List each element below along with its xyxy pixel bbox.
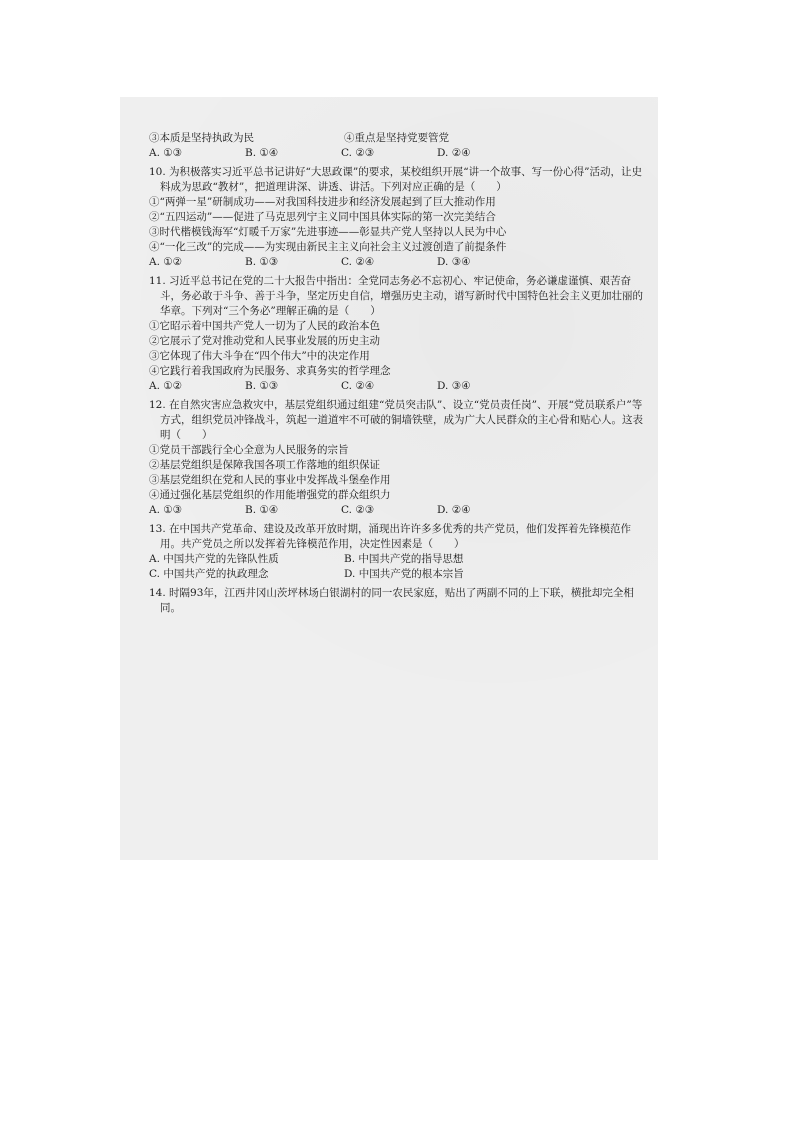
q11-statement: ②它展示了党对推动党和人民事业发展的历史主动: [149, 335, 380, 347]
q12-statement: ③基层党组织在党和人民的事业中发挥战斗堡垒作用: [149, 474, 391, 486]
q10-stem: 10. 为积极落实习近平总书记讲好“大思政课”的要求，某校组织开展“讲一个故事、写一份心得”活动，让史料成为思政“教材”，把道理讲深、讲透、讲活。下列对应正确的是（ ）: [149, 166, 643, 193]
q12-statement: ①党员干部践行全心全意为人民服务的宗旨: [149, 444, 349, 456]
q13-option-a: A. 中国共产党的先锋队性质: [149, 553, 279, 565]
q10-option-b: B. ①③: [245, 256, 279, 268]
q9-statement-row: [149, 131, 649, 146]
q9-options: [149, 146, 649, 161]
q13-option-d: D. 中国共产党的根本宗旨: [344, 568, 464, 580]
q9-option-d: D. ②④: [437, 147, 471, 159]
q12-statement: ②基层党组织是保障我国各项工作落地的组织保证: [149, 459, 380, 471]
q10-option-a: A. ①②: [149, 256, 183, 268]
q12-option-c: C. ②③: [341, 504, 375, 516]
q10-statement: ④“一化三改”的完成——为实现由新民主主义向社会主义过渡创造了前提条件: [149, 241, 507, 253]
q10-option-c: C. ②④: [341, 256, 375, 268]
q11-statement: ④它践行着我国政府为民服务、求真务实的哲学理念: [149, 365, 391, 377]
q10-option-d: D. ③④: [437, 256, 471, 268]
q12-statement: ④通过强化基层党组织的作用能增强党的群众组织力: [149, 489, 391, 501]
q9-option-c: C. ②③: [341, 147, 375, 159]
q10-options: [149, 255, 649, 270]
q12-option-d: D. ②④: [437, 504, 471, 516]
q14-stem: 14. 时隔93年，江西井冈山茨坪林场白银湖村的同一农民家庭，贴出了两副不同的上下联，横批却完全相同。: [149, 587, 634, 614]
q11-option-c: C. ②④: [341, 380, 375, 392]
exam-content: [149, 131, 649, 616]
q11-options: [149, 379, 649, 394]
q9-option-a: A. ①③: [149, 147, 183, 159]
q11-option-b: B. ①③: [245, 380, 279, 392]
q10-statement: ①“两弹一星”研制成功——对我国科技进步和经济发展起到了巨大推动作用: [149, 196, 496, 208]
q11-statement: ③它体现了伟大斗争在“四个伟大”中的决定作用: [149, 350, 370, 362]
q9-statement-4: ④重点是坚持党要管党: [344, 132, 449, 144]
q11-statement: ①它昭示着中国共产党人一切为了人民的政治本色: [149, 320, 380, 332]
q11-option-d: D. ③④: [437, 380, 471, 392]
q11-option-a: A. ①②: [149, 380, 183, 392]
q13-stem: 13. 在中国共产党革命、建设及改革开放时期，涌现出许许多多优秀的共产党员，他们发挥着先锋模范作用。共产党员之所以发挥着先锋模范作用，决定性因素是（ ）: [149, 523, 632, 550]
q11-stem: 11. 习近平总书记在党的二十大报告中指出：全党同志务必不忘初心、牢记使命，务必谦虚谨慎、艰苦奋斗，务必敢于斗争、善于斗争，坚定历史自信，增强历史主动，谱写新时代中国特色社会主义更加壮丽的华章。下列对“三个务必”理解正确的是（ ）: [149, 275, 643, 317]
q13-option-b: B. 中国共产党的指导思想: [344, 553, 464, 565]
q13-options-row1: [149, 552, 649, 567]
q12-option-b: B. ①④: [245, 504, 279, 516]
q13-options-row2: [149, 567, 649, 582]
q12-option-a: A. ①③: [149, 504, 183, 516]
q10-statement: ②“五四运动”——促进了马克思列宁主义同中国具体实际的第一次完美结合: [149, 211, 496, 223]
q13-option-c: C. 中国共产党的执政理念: [149, 568, 269, 580]
q12-stem: 12. 在自然灾害应急救灾中，基层党组织通过组建“党员突击队”、设立“党员责任岗”、开展“党员联系户”等方式，组织党员冲锋战斗，筑起一道道牢不可破的铜墙铁壁，成为广大人民群众的主心骨和贴心人。这表明（ ）: [149, 399, 643, 441]
scanned-page: [120, 97, 658, 860]
q9-statement-3: ③本质是坚持执政为民: [149, 132, 254, 144]
q10-statement: ③时代楷模钱海军“灯暖千万家”先进事迹——彰显共产党人坚持以人民为中心: [149, 226, 507, 238]
q9-option-b: B. ①④: [245, 147, 279, 159]
q12-options: [149, 503, 649, 518]
